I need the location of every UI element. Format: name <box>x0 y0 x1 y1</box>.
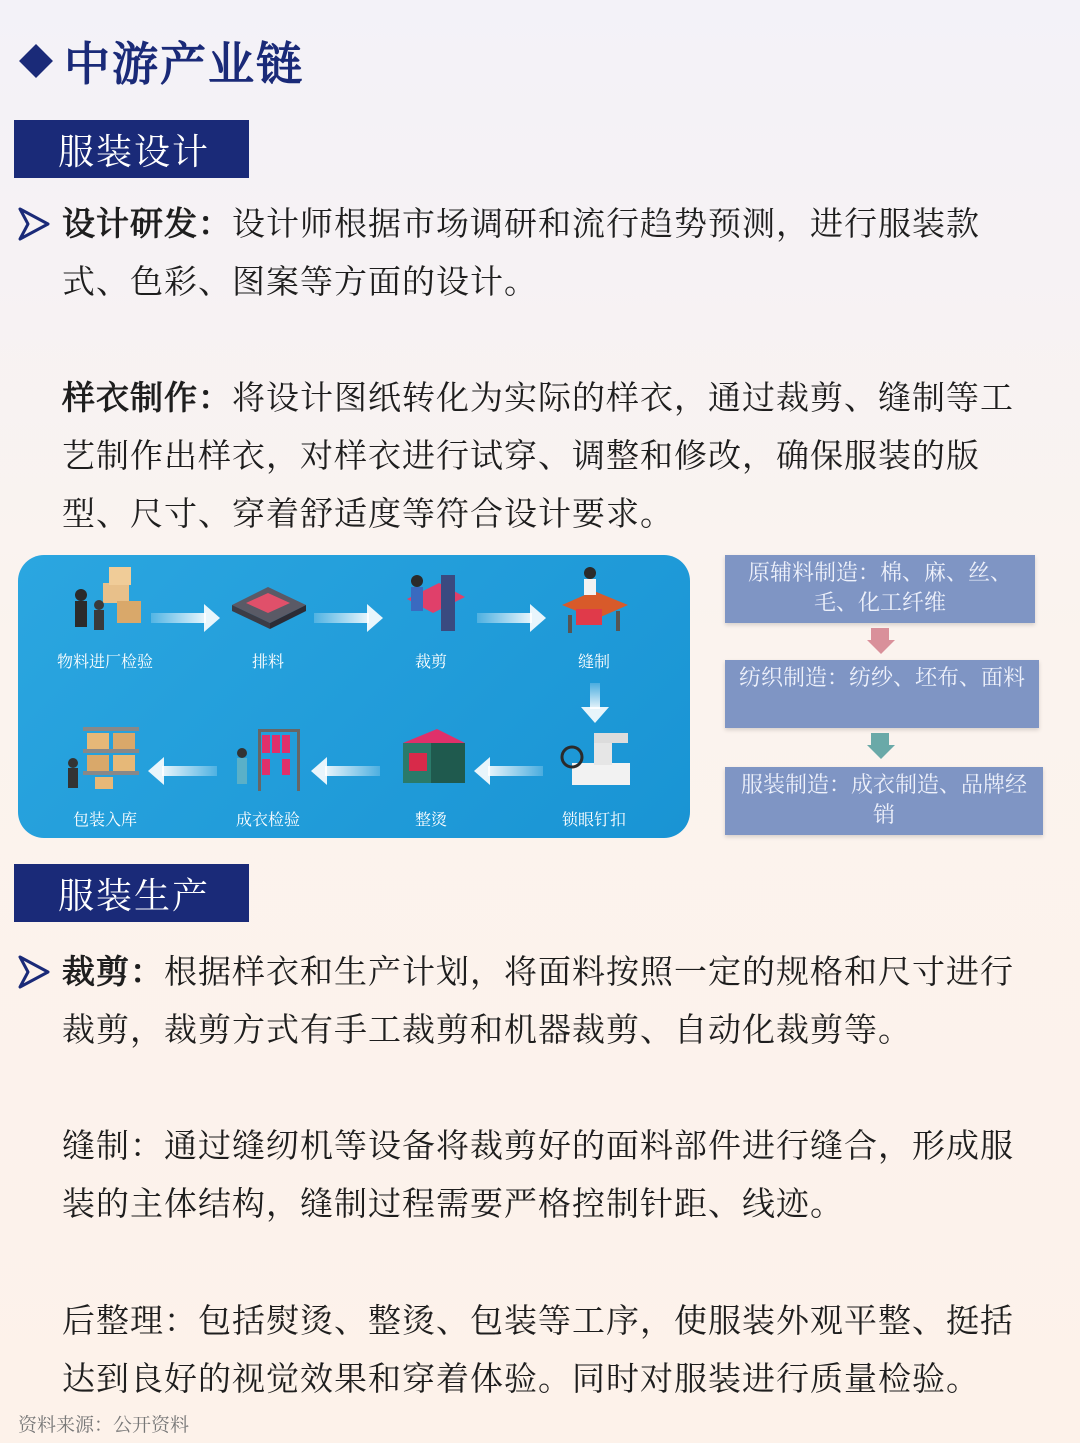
flow-step-label: 缝制 <box>577 652 610 671</box>
sample-making-text-1: 将设计图纸转化为实际的样衣，通过裁剪、缝制等工 <box>232 378 1014 417</box>
finishing-line-1: 后整理：包括熨烫、整烫、包装等工序，使服装外观平整、挺括 <box>62 1301 1014 1340</box>
design-rd-text-2: 式、色彩、图案等方面的设计。 <box>62 262 538 301</box>
flow-step-label: 排料 <box>251 652 284 671</box>
header <box>18 28 304 94</box>
section-tag-production: 服装生产 <box>14 864 249 922</box>
ironing-machine-icon <box>391 723 471 793</box>
sewing-line-1: 缝制：通过缝纫机等设备将裁剪好的面料部件进行缝合，形成服 <box>62 1126 1014 1165</box>
flow-arrow-down-icon <box>590 683 600 709</box>
cutting-machine-icon <box>391 565 471 635</box>
flow-arrow-left-icon <box>488 766 543 776</box>
chevron-right-icon <box>18 955 50 989</box>
production-flow-diagram <box>18 555 690 838</box>
chain-box-textile: 纺织制造：纺纱、坯布、面料 <box>725 660 1039 728</box>
cutting-paragraph <box>62 943 1052 1059</box>
cutting-label: 裁剪： <box>62 952 164 991</box>
warehouse-workers-icon <box>65 565 145 635</box>
design-rd-label: 设计研发： <box>62 204 232 243</box>
flow-step-label: 物料进厂检验 <box>56 652 153 671</box>
sewing-paragraph <box>62 1117 1052 1233</box>
buttonhole-machine-icon <box>554 723 634 793</box>
finishing-line-2: 达到良好的视觉效果和穿着体验。同时对服装进行质量检验。 <box>62 1359 980 1398</box>
flow-arrow-left-icon <box>162 766 217 776</box>
sewing-worker-icon <box>554 565 634 635</box>
flow-arrow-right-icon <box>477 613 532 623</box>
cutting-text-2: 裁剪，裁剪方式有手工裁剪和机器裁剪、自动化裁剪等。 <box>62 1010 912 1049</box>
sewing-line-2: 装的主体结构，缝制过程需要严格控制针距、线迹。 <box>62 1184 844 1223</box>
chain-box-apparel: 服装制造：成衣制造、品牌经销 <box>725 767 1043 835</box>
sample-making-text-3: 型、尺寸、穿着舒适度等符合设计要求。 <box>62 494 674 533</box>
chevron-right-icon <box>18 207 50 241</box>
flow-step-buttonholing <box>524 723 664 830</box>
flow-step-label: 成衣检验 <box>235 810 300 829</box>
chain-arrow-down-icon <box>867 733 893 759</box>
finishing-paragraph <box>62 1292 1052 1408</box>
cutting-table-icon <box>228 565 308 635</box>
sample-making-text-2: 艺制作出样衣，对样衣进行试穿、调整和修改，确保服装的版 <box>62 436 980 475</box>
chain-box-raw-materials: 原辅料制造：棉、麻、丝、毛、化工纤维 <box>725 555 1035 623</box>
chain-arrow-down-icon <box>867 628 893 654</box>
sample-making-paragraph <box>62 369 1052 543</box>
diamond-bullet-icon <box>19 44 53 78</box>
page-title: 中游产业链 <box>64 37 304 91</box>
design-rd-text-1: 设计师根据市场调研和流行趋势预测，进行服装款 <box>232 204 980 243</box>
flow-step-label: 整烫 <box>414 810 447 829</box>
flow-arrow-down-head <box>581 707 609 723</box>
flow-arrow-left-icon <box>325 766 380 776</box>
design-rd-paragraph <box>62 195 1052 311</box>
flow-step-label: 包装入库 <box>72 810 137 829</box>
shelf-boxes-icon <box>65 723 145 793</box>
flow-arrow-right-icon <box>151 613 206 623</box>
clothing-rack-icon <box>228 723 308 793</box>
flow-step-label: 锁眼钉扣 <box>561 810 626 829</box>
section-tag-design: 服装设计 <box>14 120 249 178</box>
source-note: 资料来源：公开资料 <box>18 1414 190 1436</box>
flow-arrow-right-icon <box>314 613 369 623</box>
sample-making-label: 样衣制作： <box>62 378 232 417</box>
flow-step-label: 裁剪 <box>414 652 447 671</box>
cutting-text-1: 根据样衣和生产计划，将面料按照一定的规格和尺寸进行 <box>164 952 1014 991</box>
